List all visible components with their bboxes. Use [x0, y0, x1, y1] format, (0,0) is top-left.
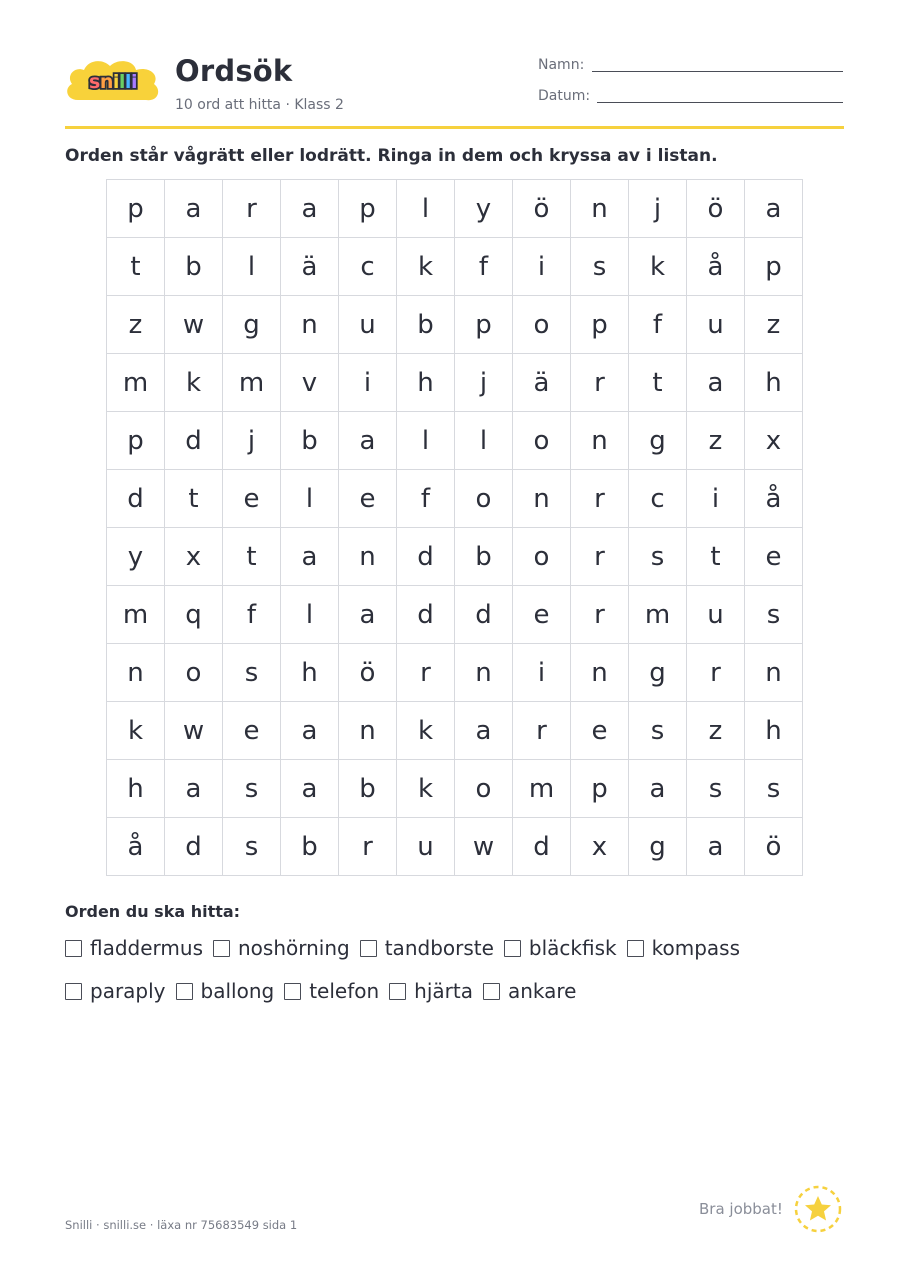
checkbox[interactable]: [360, 940, 377, 957]
grid-cell[interactable]: l: [281, 586, 339, 644]
grid-cell[interactable]: b: [339, 760, 397, 818]
grid-cell[interactable]: l: [397, 412, 455, 470]
grid-cell[interactable]: w: [165, 296, 223, 354]
grid-cell[interactable]: r: [513, 702, 571, 760]
grid-cell[interactable]: i: [513, 238, 571, 296]
page-footer: Snilli · snilli.se · läxa nr 75683549 sida 1: [65, 1218, 298, 1232]
grid-cell[interactable]: ö: [687, 180, 745, 238]
grid-cell[interactable]: f: [397, 470, 455, 528]
word-item[interactable]: [213, 936, 350, 960]
word-label: paraply: [90, 979, 166, 1003]
word-label: fladdermus: [90, 936, 203, 960]
grid-cell[interactable]: p: [339, 180, 397, 238]
snilli-logo: [64, 56, 162, 108]
grid-cell[interactable]: k: [629, 238, 687, 296]
grid-cell[interactable]: a: [687, 818, 745, 876]
grid-cell[interactable]: a: [281, 180, 339, 238]
grid-cell[interactable]: z: [687, 702, 745, 760]
grid-cell[interactable]: d: [165, 818, 223, 876]
checkbox[interactable]: [389, 983, 406, 1000]
grid-cell[interactable]: m: [223, 354, 281, 412]
grid-cell[interactable]: a: [745, 180, 803, 238]
page-subtitle: 10 ord att hitta · Klass 2: [175, 97, 344, 113]
word-item[interactable]: [176, 979, 275, 1003]
word-item[interactable]: [360, 936, 494, 960]
grid-cell[interactable]: u: [339, 296, 397, 354]
grid-cell[interactable]: t: [629, 354, 687, 412]
grid-cell[interactable]: l: [455, 412, 513, 470]
grid-cell[interactable]: n: [339, 528, 397, 586]
grid-cell[interactable]: k: [165, 354, 223, 412]
name-label: Namn:: [538, 57, 585, 73]
grid-cell[interactable]: e: [513, 586, 571, 644]
grid-cell[interactable]: r: [687, 644, 745, 702]
word-label: kompass: [651, 936, 740, 960]
grid-cell[interactable]: o: [513, 528, 571, 586]
word-item[interactable]: [504, 936, 617, 960]
grid-cell[interactable]: i: [513, 644, 571, 702]
word-label: tandborste: [384, 936, 494, 960]
grid-cell[interactable]: s: [629, 702, 687, 760]
grid-cell[interactable]: u: [687, 296, 745, 354]
grid-cell[interactable]: d: [397, 528, 455, 586]
grid-cell[interactable]: g: [223, 296, 281, 354]
grid-cell[interactable]: s: [571, 238, 629, 296]
grid-cell[interactable]: e: [223, 702, 281, 760]
grid-cell[interactable]: n: [745, 644, 803, 702]
checkbox[interactable]: [213, 940, 230, 957]
grid-cell[interactable]: o: [165, 644, 223, 702]
grid-cell[interactable]: z: [745, 296, 803, 354]
word-label: noshörning: [238, 936, 350, 960]
grid-cell[interactable]: a: [281, 760, 339, 818]
word-label: bläckfisk: [528, 936, 617, 960]
grid-cell[interactable]: h: [745, 702, 803, 760]
word-item[interactable]: [65, 979, 166, 1003]
grid-cell[interactable]: ö: [339, 644, 397, 702]
grid-cell[interactable]: ä: [281, 238, 339, 296]
checkbox[interactable]: [504, 940, 521, 957]
page-title: Ordsök: [175, 54, 293, 88]
grid-cell[interactable]: e: [339, 470, 397, 528]
words-heading: Orden du ska hitta:: [65, 902, 241, 921]
checkbox[interactable]: [627, 940, 644, 957]
grid-cell[interactable]: u: [397, 818, 455, 876]
grid-cell[interactable]: a: [339, 412, 397, 470]
grid-cell[interactable]: p: [571, 296, 629, 354]
word-list-row-1: [65, 936, 750, 960]
grid-cell[interactable]: a: [281, 528, 339, 586]
checkbox[interactable]: [65, 983, 82, 1000]
grid-cell[interactable]: h: [281, 644, 339, 702]
grid-cell[interactable]: s: [745, 586, 803, 644]
grid-cell[interactable]: n: [339, 702, 397, 760]
grid-cell[interactable]: ö: [513, 180, 571, 238]
grid-cell[interactable]: s: [629, 528, 687, 586]
grid-cell[interactable]: s: [687, 760, 745, 818]
grid-cell[interactable]: n: [571, 644, 629, 702]
grid-cell[interactable]: m: [629, 586, 687, 644]
grid-cell[interactable]: x: [745, 412, 803, 470]
grid-cell[interactable]: x: [571, 818, 629, 876]
svg-text:snilli: snilli: [89, 71, 137, 93]
grid-cell[interactable]: a: [629, 760, 687, 818]
word-item[interactable]: [65, 936, 203, 960]
grid-cell[interactable]: c: [629, 470, 687, 528]
word-item[interactable]: [389, 979, 473, 1003]
grid-cell[interactable]: p: [107, 180, 165, 238]
grid-cell[interactable]: o: [455, 760, 513, 818]
grid-cell[interactable]: s: [223, 760, 281, 818]
date-field[interactable]: [597, 102, 843, 103]
grid-cell[interactable]: o: [455, 470, 513, 528]
grid-cell[interactable]: r: [397, 644, 455, 702]
grid-cell[interactable]: w: [165, 702, 223, 760]
grid-cell[interactable]: å: [745, 470, 803, 528]
grid-cell[interactable]: å: [687, 238, 745, 296]
grid-cell[interactable]: i: [687, 470, 745, 528]
date-label: Datum:: [538, 88, 591, 104]
grid-cell[interactable]: g: [629, 412, 687, 470]
word-search-grid: [106, 179, 803, 876]
grid-cell[interactable]: q: [165, 586, 223, 644]
grid-cell[interactable]: ä: [513, 354, 571, 412]
grid-cell[interactable]: b: [455, 528, 513, 586]
grid-cell[interactable]: l: [223, 238, 281, 296]
grid-cell[interactable]: d: [165, 412, 223, 470]
grid-cell[interactable]: k: [397, 238, 455, 296]
grid-cell[interactable]: t: [107, 238, 165, 296]
grid-cell[interactable]: a: [455, 702, 513, 760]
grid-cell[interactable]: e: [571, 702, 629, 760]
grid-cell[interactable]: g: [629, 644, 687, 702]
checkbox[interactable]: [284, 983, 301, 1000]
grid-cell[interactable]: t: [687, 528, 745, 586]
grid-cell[interactable]: n: [107, 644, 165, 702]
grid-cell[interactable]: r: [571, 354, 629, 412]
grid-cell[interactable]: h: [107, 760, 165, 818]
grid-cell[interactable]: b: [397, 296, 455, 354]
grid-cell[interactable]: e: [745, 528, 803, 586]
word-item[interactable]: [284, 979, 379, 1003]
grid-cell[interactable]: h: [397, 354, 455, 412]
grid-cell[interactable]: k: [397, 702, 455, 760]
grid-cell[interactable]: t: [165, 470, 223, 528]
name-field[interactable]: [592, 71, 843, 72]
grid-cell[interactable]: a: [339, 586, 397, 644]
checkbox[interactable]: [483, 983, 500, 1000]
grid-cell[interactable]: m: [107, 354, 165, 412]
grid-cell[interactable]: t: [223, 528, 281, 586]
grid-cell[interactable]: u: [687, 586, 745, 644]
grid-cell[interactable]: d: [455, 586, 513, 644]
grid-cell[interactable]: f: [223, 586, 281, 644]
praise-text: Bra jobbat!: [699, 1200, 783, 1218]
grid-cell[interactable]: k: [107, 702, 165, 760]
grid-cell[interactable]: l: [397, 180, 455, 238]
grid-cell[interactable]: d: [107, 470, 165, 528]
grid-cell[interactable]: z: [687, 412, 745, 470]
grid-cell[interactable]: ö: [745, 818, 803, 876]
grid-cell[interactable]: z: [107, 296, 165, 354]
grid-cell[interactable]: j: [629, 180, 687, 238]
grid-cell[interactable]: j: [455, 354, 513, 412]
grid-cell[interactable]: b: [281, 818, 339, 876]
grid-cell[interactable]: r: [571, 470, 629, 528]
grid-cell[interactable]: p: [571, 760, 629, 818]
grid-cell[interactable]: w: [455, 818, 513, 876]
header-divider: [65, 126, 844, 129]
grid-cell[interactable]: a: [165, 180, 223, 238]
grid-cell[interactable]: j: [223, 412, 281, 470]
word-item[interactable]: [627, 936, 740, 960]
grid-cell[interactable]: s: [223, 818, 281, 876]
grid-cell[interactable]: a: [687, 354, 745, 412]
word-label: ballong: [200, 979, 275, 1003]
grid-cell[interactable]: h: [745, 354, 803, 412]
grid-cell[interactable]: m: [107, 586, 165, 644]
grid-cell[interactable]: r: [223, 180, 281, 238]
word-label: telefon: [309, 979, 380, 1003]
grid-cell[interactable]: n: [571, 412, 629, 470]
grid-cell[interactable]: r: [571, 586, 629, 644]
grid-cell[interactable]: n: [455, 644, 513, 702]
grid-cell[interactable]: s: [223, 644, 281, 702]
star-icon: [793, 1184, 843, 1234]
grid-cell[interactable]: a: [165, 760, 223, 818]
grid-cell[interactable]: f: [629, 296, 687, 354]
checkbox[interactable]: [65, 940, 82, 957]
grid-cell[interactable]: n: [513, 470, 571, 528]
grid-cell[interactable]: y: [107, 528, 165, 586]
grid-cell[interactable]: d: [397, 586, 455, 644]
word-list-row-2: [65, 979, 587, 1003]
grid-cell[interactable]: o: [513, 412, 571, 470]
grid-cell[interactable]: n: [571, 180, 629, 238]
grid-cell[interactable]: r: [571, 528, 629, 586]
grid-cell[interactable]: m: [513, 760, 571, 818]
grid-cell[interactable]: p: [745, 238, 803, 296]
grid-cell[interactable]: c: [339, 238, 397, 296]
grid-cell[interactable]: n: [281, 296, 339, 354]
grid-cell[interactable]: p: [455, 296, 513, 354]
word-label: ankare: [507, 979, 577, 1003]
grid-cell[interactable]: å: [107, 818, 165, 876]
grid-cell[interactable]: i: [339, 354, 397, 412]
grid-cell[interactable]: k: [397, 760, 455, 818]
grid-cell[interactable]: o: [513, 296, 571, 354]
grid-cell[interactable]: s: [745, 760, 803, 818]
grid-cell[interactable]: f: [455, 238, 513, 296]
grid-cell[interactable]: p: [107, 412, 165, 470]
grid-cell[interactable]: a: [281, 702, 339, 760]
grid-cell[interactable]: x: [165, 528, 223, 586]
word-item[interactable]: [483, 979, 577, 1003]
grid-cell[interactable]: v: [281, 354, 339, 412]
grid-cell[interactable]: l: [281, 470, 339, 528]
checkbox[interactable]: [176, 983, 193, 1000]
grid-cell[interactable]: y: [455, 180, 513, 238]
grid-cell[interactable]: d: [513, 818, 571, 876]
grid-cell[interactable]: b: [281, 412, 339, 470]
grid-cell[interactable]: g: [629, 818, 687, 876]
word-label: hjärta: [414, 979, 473, 1003]
instruction-text: Orden står vågrätt eller lodrätt. Ringa in dem och kryssa av i listan.: [65, 146, 718, 166]
grid-cell[interactable]: b: [165, 238, 223, 296]
grid-cell[interactable]: r: [339, 818, 397, 876]
grid-cell[interactable]: e: [223, 470, 281, 528]
